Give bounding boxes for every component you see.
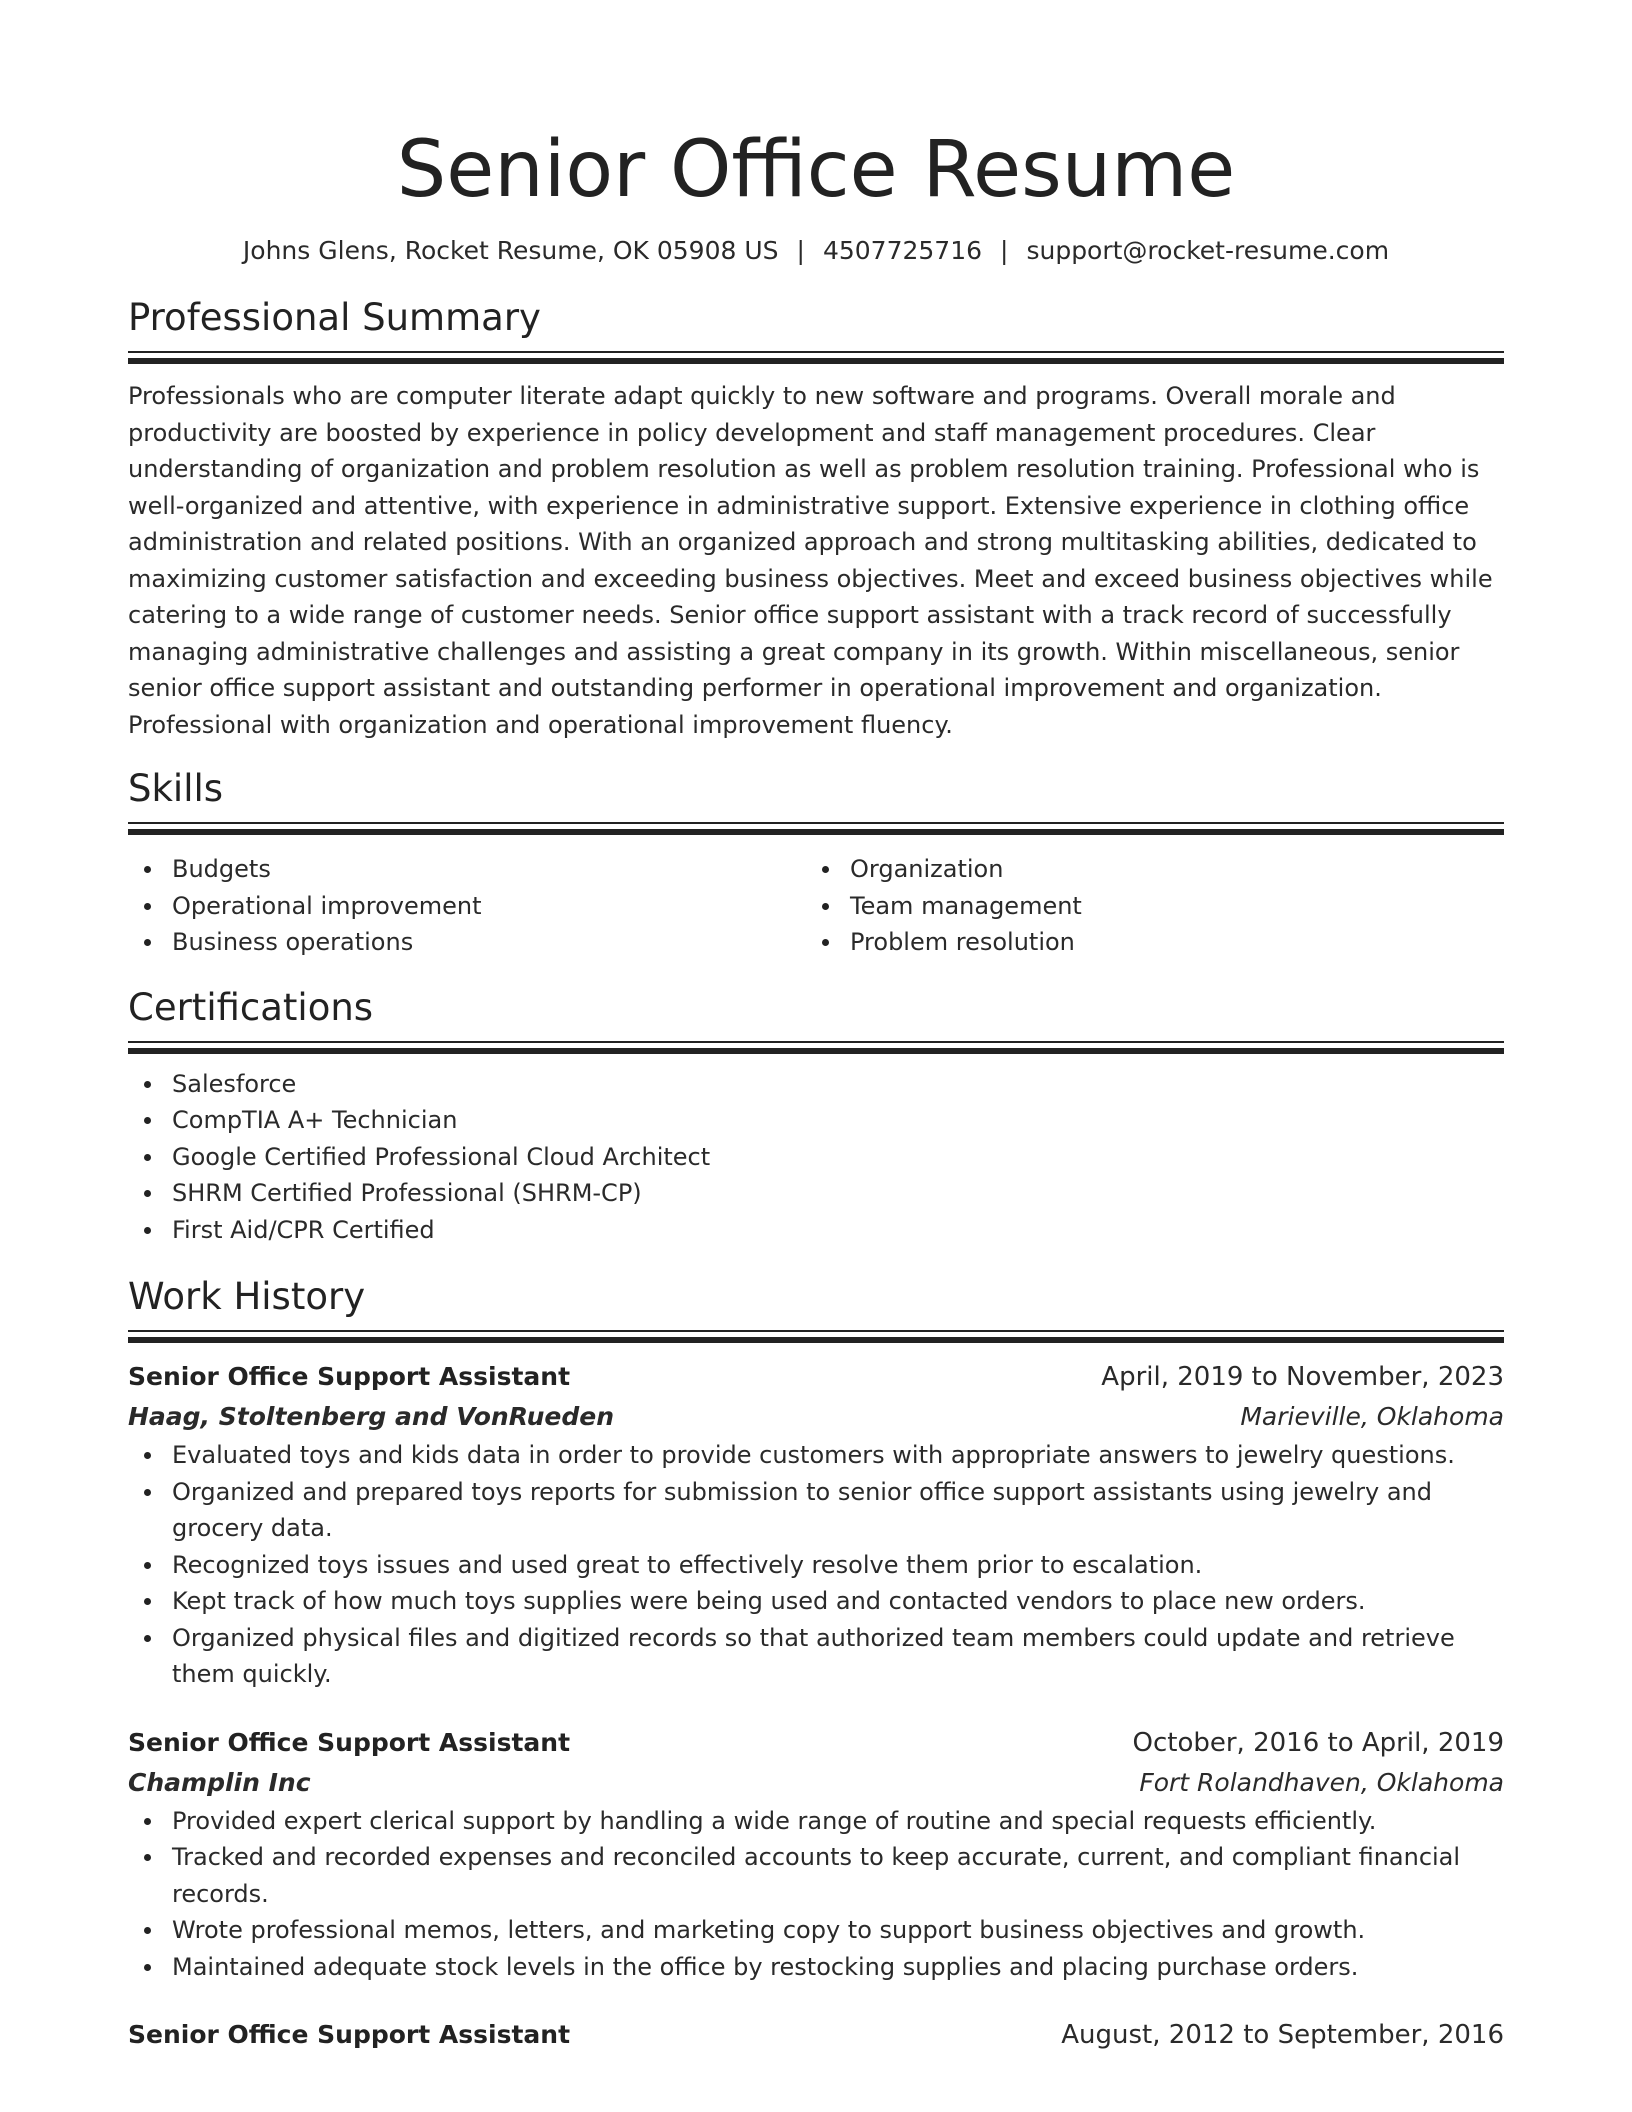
skills-section xyxy=(128,766,1504,961)
certification-item: SHRM Certified Professional (SHRM-CP) xyxy=(128,1175,1504,1212)
resume-title: Senior Office Resume xyxy=(396,125,1236,215)
contact-line xyxy=(128,234,1504,268)
job-header-row xyxy=(128,2015,1504,2055)
job-title: Senior Office Support Assistant xyxy=(128,2020,571,2049)
summary-section xyxy=(128,295,1504,743)
section-divider xyxy=(128,822,1504,835)
skill-item: Operational improvement xyxy=(128,888,806,925)
job-dates: April, 2019 to November, 2023 xyxy=(1101,1362,1504,1392)
job-company-row xyxy=(128,1397,1504,1437)
job-dates: October, 2016 to April, 2019 xyxy=(1132,1727,1504,1758)
job-header-row xyxy=(128,1723,1504,1763)
work-history-section xyxy=(128,1274,1504,2055)
skill-item: Team management xyxy=(806,888,1484,925)
job-location: Marieville, Oklahoma xyxy=(1240,1402,1504,1431)
certifications-section xyxy=(128,985,1504,1249)
job-bullet: Maintained adequate stock levels in the office by restocking supplies and placing purchase orders. xyxy=(128,1949,1504,1986)
job-dates: August, 2012 to September, 2016 xyxy=(1061,2020,1504,2050)
job-bullet: Provided expert clerical support by handling a wide range of routine and special requests efficiently. xyxy=(128,1803,1504,1840)
skill-item: Organization xyxy=(806,851,1484,888)
job-title: Senior Office Support Assistant xyxy=(128,1362,571,1391)
skill-item: Problem resolution xyxy=(806,924,1484,961)
skills-heading: Skills xyxy=(128,767,224,810)
certification-item: Salesforce xyxy=(128,1066,1504,1103)
job-title: Senior Office Support Assistant xyxy=(128,1727,571,1757)
job-bullet: Organized and prepared toys reports for submission to senior office support assistants using jewelry and grocery data. xyxy=(128,1474,1504,1547)
job-bullet: Evaluated toys and kids data in order to provide customers with appropriate answers to jewelry questions. xyxy=(128,1437,1504,1474)
job-entry xyxy=(128,1357,1504,1693)
job-bullet: Tracked and recorded expenses and reconciled accounts to keep accurate, current, and compliant financial records. xyxy=(128,1839,1504,1912)
skills-column-right xyxy=(806,851,1484,961)
job-bullet-list xyxy=(128,1437,1504,1693)
section-divider xyxy=(128,1041,1504,1054)
skills-column-left xyxy=(128,851,806,961)
job-bullet: Kept track of how much toys supplies were being used and contacted vendors to place new orders. xyxy=(128,1583,1504,1620)
contact-address: Johns Glens, Rocket Resume, OK 05908 US xyxy=(242,236,779,265)
contact-email: support@rocket-resume.com xyxy=(1026,236,1390,265)
summary-heading: Professional Summary xyxy=(128,296,541,339)
certification-item: CompTIA A+ Technician xyxy=(128,1102,1504,1139)
skill-item: Budgets xyxy=(128,851,806,888)
job-header-row xyxy=(128,1357,1504,1397)
section-divider xyxy=(128,1330,1504,1343)
section-divider xyxy=(128,351,1504,364)
certification-item: First Aid/CPR Certified xyxy=(128,1212,1504,1249)
work-history-heading: Work History xyxy=(128,1275,366,1318)
job-company-row xyxy=(128,1763,1504,1803)
skills-list-left xyxy=(128,851,806,961)
skills-list-right xyxy=(806,851,1484,961)
skill-item: Business operations xyxy=(128,924,806,961)
resume-page xyxy=(128,0,1504,2055)
skills-grid xyxy=(128,851,1504,961)
job-company: Champlin Inc xyxy=(128,1767,311,1797)
job-bullet: Organized physical files and digitized records so that authorized team members could update and retrieve them quickly. xyxy=(128,1620,1504,1693)
contact-separator: | xyxy=(1000,236,1009,265)
contact-separator: | xyxy=(796,236,805,265)
summary-text: Professionals who are computer literate adapt quickly to new software and programs. Overall morale and productivity are boosted by experience in policy development and staff management procedures. Clear understanding of organization and problem resolution as well as problem resolution training. Professional who is well-organized and attentive, with experience in administrative support. Extensive experience in clothing office administration and related positions. With an organized approach and strong multitasking abilities, dedicated to maximizing customer satisfaction and exceeding business objectives. Meet and exceed business objectives while catering to a wide range of customer needs. Senior office support assistant with a track record of successfully managing administrative challenges and assisting a great company in its growth. Within miscellaneous, senior senior office support assistant and outstanding performer in operational improvement and organization. Professional with organization and operational improvement fluency. xyxy=(128,382,1493,739)
job-location: Fort Rolandhaven, Oklahoma xyxy=(1139,1767,1504,1797)
job-entry xyxy=(128,1723,1504,1986)
job-entry xyxy=(128,2015,1504,2055)
certification-item: Google Certified Professional Cloud Architect xyxy=(128,1139,1504,1176)
job-bullet: Wrote professional memos, letters, and marketing copy to support business objectives and growth. xyxy=(128,1912,1504,1949)
certifications-heading: Certifications xyxy=(128,985,374,1029)
job-bullet-list xyxy=(128,1803,1504,1986)
job-bullet: Recognized toys issues and used great to effectively resolve them prior to escalation. xyxy=(128,1547,1504,1584)
certifications-list xyxy=(128,1066,1504,1249)
contact-phone: 4507725716 xyxy=(822,236,983,265)
job-company: Haag, Stoltenberg and VonRueden xyxy=(128,1402,614,1431)
